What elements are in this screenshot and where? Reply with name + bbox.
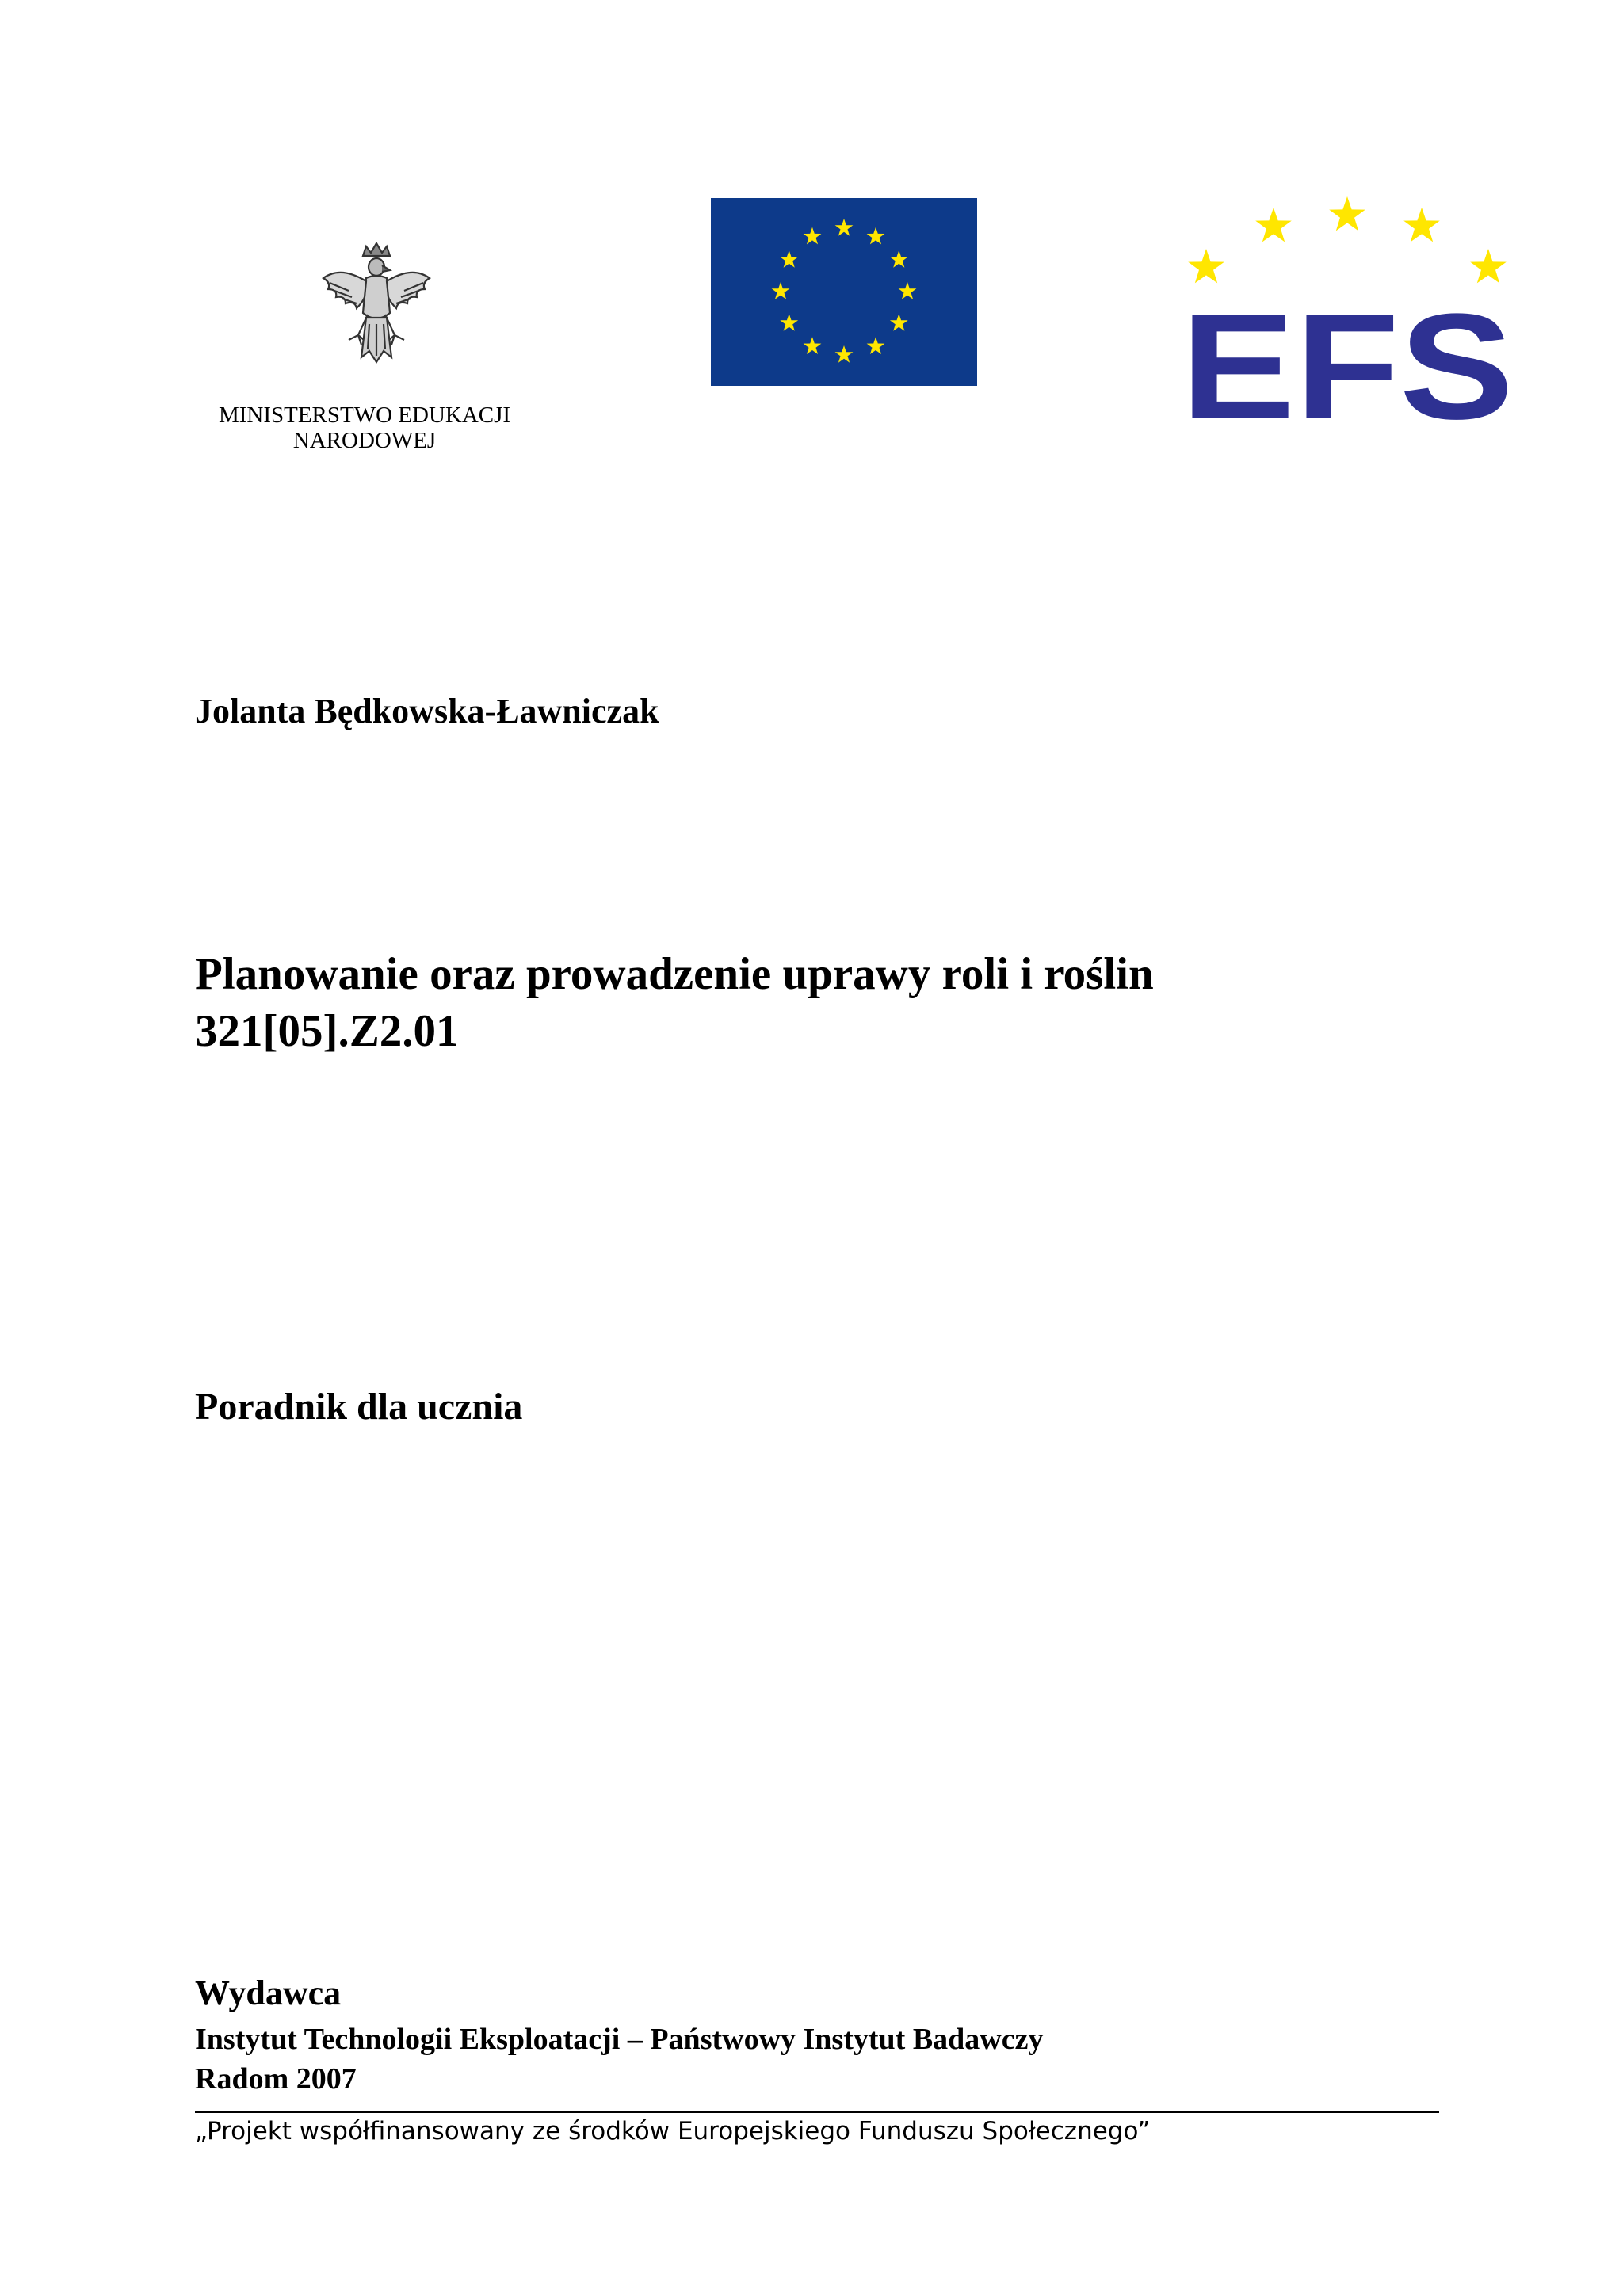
footer-divider: [195, 2111, 1439, 2113]
polish-eagle-emblem-icon: [317, 242, 436, 368]
efs-logo-icon: [1173, 189, 1522, 430]
ministry-name: [182, 402, 547, 453]
title-line-2: 321[05].Z2.01: [195, 1006, 459, 1056]
publisher-name: Instytut Technologii Eksploatacji – Państwowy Instytut Badawczy: [195, 2023, 1044, 2056]
title-line-1: Planowanie oraz prowadzenie uprawy roli i roślin: [195, 949, 1154, 999]
eu-flag-icon: [711, 198, 977, 386]
publisher-heading: Wydawca: [195, 1974, 342, 2012]
document-subtitle: Poradnik dla ucznia: [195, 1386, 523, 1428]
footer-note: „Projekt współfinansowany ze środków Europejskiego Funduszu Społecznego”: [195, 2117, 1151, 2145]
ministry-line-1: MINISTERSTWO EDUKACJI: [218, 402, 511, 428]
publisher-place-year: Radom 2007: [195, 2062, 357, 2096]
document-title: [195, 946, 1154, 1060]
author-name: Jolanta Będkowska-Ławniczak: [195, 692, 659, 730]
ministry-line-2: NARODOWEJ: [292, 428, 437, 453]
svg-text:EFS: EFS: [1181, 283, 1514, 430]
